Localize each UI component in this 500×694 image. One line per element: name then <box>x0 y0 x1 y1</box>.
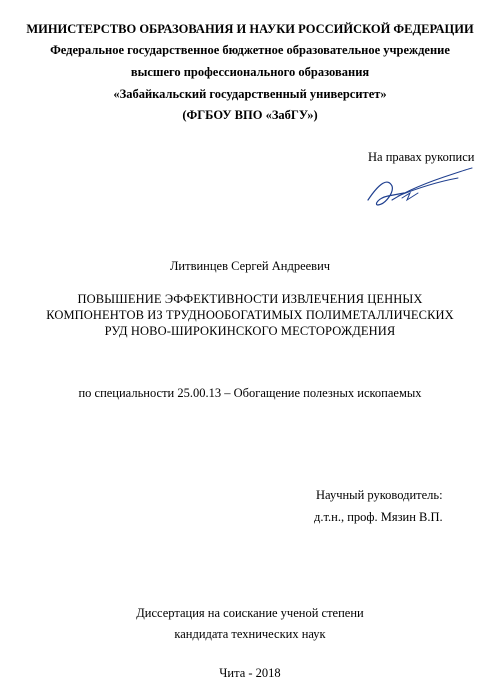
manuscript-rights: На правах рукописи <box>368 150 475 164</box>
thesis-title-line-3: РУД НОВО-ШИРОКИНСКОГО МЕСТОРОЖДЕНИЯ <box>104 324 396 338</box>
thesis-title-line-2: КОМПОНЕНТОВ ИЗ ТРУДНООБОГАТИМЫХ ПОЛИМЕТАЛЛИЧЕСКИХ <box>46 308 454 322</box>
university-name: «Забайкальский государственный университет» <box>113 87 387 101</box>
degree-line-2: кандидата технических наук <box>174 627 326 641</box>
supervisor-name: д.т.н., проф. Мязин В.П. <box>314 510 443 524</box>
place-year: Чита - 2018 <box>219 666 281 680</box>
degree-line-1: Диссертация на соискание ученой степени <box>136 606 364 620</box>
thesis-title-line-1: ПОВЫШЕНИЕ ЭФФЕКТИВНОСТИ ИЗВЛЕЧЕНИЯ ЦЕННЫХ <box>77 292 423 306</box>
signature-image <box>358 160 478 215</box>
supervisor-label: Научный руководитель: <box>316 488 443 502</box>
institution-line-2: высшего профессионального образования <box>130 65 370 79</box>
institution-line-1: Федеральное государственное бюджетное образовательное учреждение <box>50 43 450 57</box>
specialty: по специальности 25.00.13 – Обогащение полезных ископаемых <box>78 386 422 400</box>
university-abbr: (ФГБОУ ВПО «ЗабГУ») <box>182 108 318 122</box>
ministry-heading: МИНИСТЕРСТВО ОБРАЗОВАНИЯ И НАУКИ РОССИЙСКОЙ ФЕДЕРАЦИИ <box>26 22 474 36</box>
author-name: Литвинцев Сергей Андреевич <box>169 259 331 273</box>
